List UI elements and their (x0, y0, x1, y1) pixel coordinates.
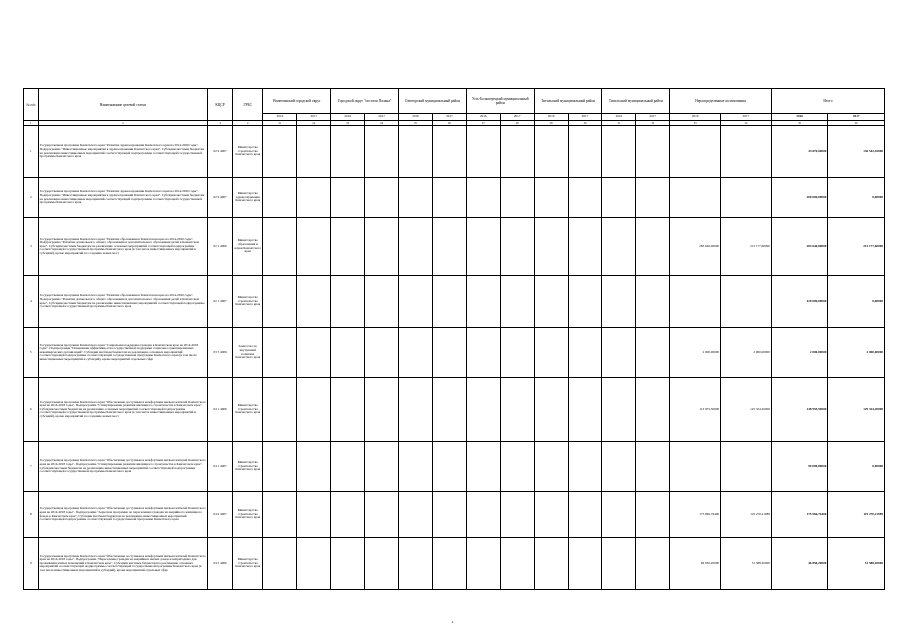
row-total-2016: 420 000,00000 (771, 276, 827, 328)
empty-cell (432, 218, 466, 276)
empty-cell (297, 126, 331, 178)
row-unallocated-2016: 283 640,00000 (670, 218, 721, 276)
row-kcsr: 02 9 4007 (208, 178, 233, 218)
empty-cell (602, 328, 636, 378)
table-row (24, 218, 885, 276)
row-total-2016: 46 850,20000 (771, 538, 827, 590)
year-cell: 2016 (263, 114, 297, 121)
row-grbs: Министерство строительства Камчатского края (232, 492, 263, 538)
table-row (24, 538, 885, 590)
empty-cell (365, 218, 399, 276)
row-total-2017: 119 270,21989 (828, 492, 885, 538)
year-cell: 2016 (771, 114, 827, 121)
empty-cell (399, 178, 433, 218)
index-cell: 1 (24, 121, 39, 126)
empty-cell (602, 276, 636, 328)
empty-cell (399, 378, 433, 442)
header-col: Итого (771, 89, 884, 114)
index-cell: 27 (466, 121, 500, 126)
empty-cell (602, 538, 636, 590)
row-kcsr: 04 5 4006 (208, 538, 233, 590)
row-total-2016: 43 870,00000 (771, 126, 827, 178)
empty-cell (602, 442, 636, 492)
header-col: Тигильский муниципальный район (602, 89, 670, 114)
empty-cell (365, 492, 399, 538)
empty-cell (500, 276, 534, 328)
header-col: Усть-Большерецкий муниципальный район (466, 89, 534, 114)
index-cell: 35 (771, 121, 827, 126)
row-name: Государственная программа Камчатского края "Развитие образования в Камчатском крае на 2014-2020 годы". Подпрограмма "Развитие дошкольного, общего образования и дополнительного образования детей в Камчатском крае". Субсидии местным бюджетам на реализацию основных мероприятий соответствующей подпрограммы соответствующей государственной программы Камчатского края (в том числе инвестиционных мероприятий и субсидий), кроме мероприятий по созданию новых мест (38, 218, 207, 276)
empty-cell (297, 538, 331, 590)
table-row (24, 328, 885, 378)
empty-cell (331, 378, 365, 442)
empty-cell (263, 178, 297, 218)
empty-cell (500, 218, 534, 276)
row-total-2016: 90 000,00000 (771, 442, 827, 492)
empty-cell (432, 328, 466, 378)
year-cell: 2016 (670, 114, 721, 121)
row-kcsr: 03 5 4006 (208, 328, 233, 378)
empty-cell (636, 442, 670, 492)
index-cell: 29 (534, 121, 568, 126)
empty-cell (365, 276, 399, 328)
header-col: Городской округ "поселок Палана" (331, 89, 399, 114)
year-cell: 2017 (636, 114, 670, 121)
empty-cell (263, 538, 297, 590)
row-total-2016: 148 955,50000 (771, 378, 827, 442)
row-unallocated-2017 (721, 276, 772, 328)
empty-cell (263, 492, 297, 538)
table-row (24, 492, 885, 538)
row-total-2017: 129 324,20000 (828, 378, 885, 442)
row-number: 7 (24, 442, 39, 492)
row-kcsr: 04 1 4006 (208, 378, 233, 442)
empty-cell (500, 178, 534, 218)
year-cell: 2017 (500, 114, 534, 121)
row-grbs: Министерство строительства Камчатского края (232, 276, 263, 328)
empty-cell (297, 276, 331, 328)
row-name: Государственная программа Камчатского края "Обеспечение доступным и комфортным жильем жителей Камчатского края на 2014-2018 годы". Подпрограмма "Стимулирование развития жилищного строительства в Камчатском крае". Субсидии местным бюджетам на реализацию основных мероприятий соответствующей подпрограммы соответствующей государственной программы Камчатского края (в том числе инвестиционных мероприятий и субсидий), кроме мероприятий по созданию новых мест (38, 378, 207, 442)
empty-cell (399, 276, 433, 328)
empty-cell (432, 442, 466, 492)
row-total-2017: 0,00000 (828, 178, 885, 218)
empty-cell (500, 492, 534, 538)
empty-cell (432, 276, 466, 328)
row-name: Государственная программа Камчатского края "Обеспечение доступным и комфортным жильем жителей Камчатского края на 2014-2018 годы". Подпрограмма "Переселение граждан из аварийных жилых домов и непригодных для проживания жилых помещений в Камчатском крае". Субсидии местным бюджетам на реализацию основных мероприятий соответствующей подпрограммы соответствующей государственной программы Камчатского края (в том числе инвестиционных мероприятий и субсидий), кроме мероприятий отдельных сфер (38, 538, 207, 590)
row-unallocated-2016: 69 950,20000 (670, 538, 721, 590)
empty-cell (399, 492, 433, 538)
index-cell: 23 (331, 121, 365, 126)
empty-cell (263, 378, 297, 442)
row-total-2016: 283 640,00000 (771, 218, 827, 276)
empty-cell (568, 328, 602, 378)
year-cell: 2017 (568, 114, 602, 121)
empty-cell (500, 126, 534, 178)
empty-cell (466, 126, 500, 178)
empty-cell (534, 378, 568, 442)
row-kcsr: 02 9 4007 (208, 126, 233, 178)
row-unallocated-2016 (670, 126, 721, 178)
empty-cell (602, 378, 636, 442)
row-total-2017: 51 588,20000 (828, 538, 885, 590)
page-number: 4 (451, 620, 454, 624)
row-number: 2 (24, 178, 39, 218)
row-unallocated-2017: 51 588,20000 (721, 538, 772, 590)
row-kcsr: 04 9 4007 (208, 492, 233, 538)
empty-cell (365, 178, 399, 218)
empty-cell (331, 178, 365, 218)
row-unallocated-2017: 213 177,60000 (721, 218, 772, 276)
empty-cell (568, 538, 602, 590)
empty-cell (466, 492, 500, 538)
row-number: 6 (24, 378, 39, 442)
empty-cell (399, 328, 433, 378)
empty-cell (331, 276, 365, 328)
table-row (24, 178, 885, 218)
header-kcsr: КЦСР (208, 89, 233, 121)
row-grbs: Министерство строительства Камчатского края (232, 378, 263, 442)
row-grbs: Министерство строительства Камчатского края (232, 538, 263, 590)
empty-cell (263, 126, 297, 178)
empty-cell (568, 276, 602, 328)
header-grbs: ГРБС (232, 89, 263, 121)
row-total-2017: 213 177,60000 (828, 218, 885, 276)
empty-cell (263, 276, 297, 328)
row-total-2016: 200 000,00000 (771, 178, 827, 218)
empty-cell (500, 328, 534, 378)
row-total-2016: 2 000,00000 (771, 328, 827, 378)
row-name: Государственная программа Камчатского края "Развитие здравоохранения Камчатского края на 2014-2020 годы". Подпрограмма "Инвестиционные мероприятия в здравоохранении Камчатского края". Субсидии местным бюджетам на реализацию инвестиционных мероприятий соответствующей подпрограммы соответствующей государственной программы Камчатского края (38, 178, 207, 218)
empty-cell (568, 218, 602, 276)
empty-cell (297, 328, 331, 378)
empty-cell (568, 492, 602, 538)
index-cell: 30 (568, 121, 602, 126)
empty-cell (263, 442, 297, 492)
row-grbs: Министерство здравоохранения Камчатского края (232, 178, 263, 218)
row-unallocated-2017: 119 270,21989 (721, 492, 772, 538)
row-total-2017: 2 000,00000 (828, 328, 885, 378)
empty-cell (500, 378, 534, 442)
row-unallocated-2016 (670, 178, 721, 218)
row-number: 4 (24, 276, 39, 328)
empty-cell (568, 178, 602, 218)
row-number: 8 (24, 492, 39, 538)
empty-cell (331, 492, 365, 538)
row-total-2017: 0,00000 (828, 442, 885, 492)
empty-cell (636, 218, 670, 276)
empty-cell (534, 178, 568, 218)
empty-cell (466, 538, 500, 590)
empty-cell (432, 538, 466, 590)
empty-cell (568, 378, 602, 442)
header-name: Наименование целевой статьи (38, 89, 207, 121)
row-grbs: Министерство образования и науки Камчатского края (232, 218, 263, 276)
empty-cell (297, 442, 331, 492)
year-cell: 2017 (365, 114, 399, 121)
row-total-2016: 175 966,76400 (771, 492, 827, 538)
empty-cell (297, 218, 331, 276)
empty-cell (602, 218, 636, 276)
index-cell: 33 (670, 121, 721, 126)
empty-cell (466, 328, 500, 378)
empty-cell (399, 218, 433, 276)
year-cell: 2016 (602, 114, 636, 121)
index-cell: 4 (232, 121, 263, 126)
year-cell: 2017 (432, 114, 466, 121)
year-cell: 2016 (466, 114, 500, 121)
empty-cell (466, 378, 500, 442)
row-name: Государственная программа Камчатского края "Обеспечение доступным и комфортным жильем жителей Камчатского края на 2014-2018 годы". Подпрограмма "Стимулирование развития жилищного строительства в Камчатском крае". Субсидии местным бюджетам на реализацию инвестиционных мероприятий соответствующей подпрограммы соответствующей государственной программы Камчатского края (38, 442, 207, 492)
row-kcsr: 02 1 4007 (208, 276, 233, 328)
empty-cell (534, 276, 568, 328)
row-number: 1 (24, 126, 39, 178)
year-cell: 2016 (331, 114, 365, 121)
row-grbs: Министерство строительства Камчатского края (232, 126, 263, 178)
row-unallocated-2017: 2 000,00000 (721, 328, 772, 378)
empty-cell (331, 126, 365, 178)
empty-cell (534, 538, 568, 590)
row-unallocated-2016: 2 000,00000 (670, 328, 721, 378)
empty-cell (331, 538, 365, 590)
row-name: Государственная программа Камчатского края "Обеспечение доступным и комфортным жильем жителей Камчатского края на 2014-2018 годы". Подпрограмма "Адресная программа по переселению граждан из аварийного жилищного фонда в Камчатском крае". Субсидии местным бюджетам на реализацию инвестиционных мероприятий соответствующей подпрограммы соответствующей государственной программы Камчатского края (38, 492, 207, 538)
year-cell: 2016 (534, 114, 568, 121)
index-cell: 34 (721, 121, 772, 126)
empty-cell (534, 442, 568, 492)
header-col: Олюторский муниципальный район (399, 89, 467, 114)
row-grbs: Министерство строительства Камчатского края (232, 442, 263, 492)
row-number: 9 (24, 538, 39, 590)
row-number: 3 (24, 218, 39, 276)
row-name: Государственная программа Камчатского края "Социальная поддержка граждан в Камчатском крае на 2014-2018 годы". Подпрограмма "Повышение эффективности государственной поддержки социально ориентированных некоммерческих организаций". Субсидии местным бюджетам на реализацию основных мероприятий соответствующей подпрограммы соответствующей государственной программы Камчатского края (в том числе инвестиционных мероприятий и субсидий), кроме мероприятий отдельных сфер (38, 328, 207, 378)
empty-cell (466, 276, 500, 328)
row-unallocated-2017 (721, 178, 772, 218)
empty-cell (602, 492, 636, 538)
empty-cell (399, 126, 433, 178)
empty-cell (466, 442, 500, 492)
index-cell: 36 (828, 121, 885, 126)
empty-cell (636, 328, 670, 378)
table-row (24, 378, 885, 442)
row-unallocated-2016: 175 966,76400 (670, 492, 721, 538)
header-row (24, 89, 885, 114)
empty-cell (534, 218, 568, 276)
empty-cell (602, 126, 636, 178)
header-col: Тигильский муниципальный район (534, 89, 602, 114)
empty-cell (568, 442, 602, 492)
header-num: № п/п (24, 89, 39, 121)
index-cell: 26 (432, 121, 466, 126)
empty-cell (636, 378, 670, 442)
empty-cell (399, 538, 433, 590)
index-cell: 32 (636, 121, 670, 126)
index-cell: 31 (602, 121, 636, 126)
empty-cell (432, 178, 466, 218)
empty-cell (466, 218, 500, 276)
budget-table (23, 88, 885, 590)
empty-cell (297, 178, 331, 218)
empty-cell (636, 178, 670, 218)
empty-cell (534, 492, 568, 538)
empty-cell (365, 378, 399, 442)
year-cell: 2017 (297, 114, 331, 121)
row-name: Государственная программа Камчатского края "Развитие здравоохранения Камчатского края на 2014-2020 годы". Подпрограмма "Инвестиционные мероприятия в здравоохранении Камчатского края". Субсидии местным бюджетам на реализацию инвестиционных мероприятий соответствующей подпрограммы соответствующей государственной программы Камчатского края (38, 126, 207, 178)
index-cell: 24 (365, 121, 399, 126)
empty-cell (432, 378, 466, 442)
empty-cell (432, 492, 466, 538)
empty-cell (500, 538, 534, 590)
empty-cell (602, 178, 636, 218)
row-unallocated-2016 (670, 276, 721, 328)
empty-cell (534, 328, 568, 378)
row-number: 5 (24, 328, 39, 378)
index-cell: 3 (208, 121, 233, 126)
empty-cell (568, 126, 602, 178)
table-row (24, 442, 885, 492)
empty-cell (365, 126, 399, 178)
empty-cell (534, 126, 568, 178)
empty-cell (331, 328, 365, 378)
table-row (24, 276, 885, 328)
index-cell: 21 (263, 121, 297, 126)
row-unallocated-2016: 113 955,50000 (670, 378, 721, 442)
row-total-2017: 136 542,45000 (828, 126, 885, 178)
empty-cell (365, 442, 399, 492)
row-unallocated-2017 (721, 126, 772, 178)
row-kcsr: 02 1 4006 (208, 218, 233, 276)
empty-cell (636, 126, 670, 178)
empty-cell (636, 276, 670, 328)
empty-cell (331, 218, 365, 276)
empty-cell (365, 538, 399, 590)
year-cell: 2017 (828, 114, 885, 121)
empty-cell (636, 492, 670, 538)
empty-cell (297, 378, 331, 442)
row-unallocated-2017 (721, 442, 772, 492)
row-name: Государственная программа Камчатского края "Развитие образования в Камчатском крае на 2014-2020 годы". Подпрограмма "Развитие дошкольного, общего образования и дополнительного образования детей в Камчатском крае". Субсидии местным бюджетам на реализацию инвестиционных мероприятий соответствующей подпрограммы соответствующей государственной программы Камчатского края (38, 276, 207, 328)
year-cell: 2017 (721, 114, 772, 121)
index-cell: 22 (297, 121, 331, 126)
index-cell: 2 (38, 121, 207, 126)
empty-cell (365, 328, 399, 378)
empty-cell (399, 442, 433, 492)
empty-cell (263, 218, 297, 276)
empty-cell (263, 328, 297, 378)
table-row (24, 126, 885, 178)
year-cell: 2016 (399, 114, 433, 121)
row-kcsr: 04 1 4007 (208, 442, 233, 492)
empty-cell (297, 492, 331, 538)
index-cell: 25 (399, 121, 433, 126)
header-col: Нераспределенные ассигнования (670, 89, 772, 114)
row-total-2017: 0,00000 (828, 276, 885, 328)
empty-cell (500, 442, 534, 492)
empty-cell (331, 442, 365, 492)
empty-cell (432, 126, 466, 178)
row-unallocated-2016 (670, 442, 721, 492)
empty-cell (466, 178, 500, 218)
header-col: Вилючинский городской округ (263, 89, 331, 114)
row-unallocated-2017: 125 324,20000 (721, 378, 772, 442)
empty-cell (636, 538, 670, 590)
row-grbs: Агентство по внутренней политике Камчатского края (232, 328, 263, 378)
index-cell: 28 (500, 121, 534, 126)
